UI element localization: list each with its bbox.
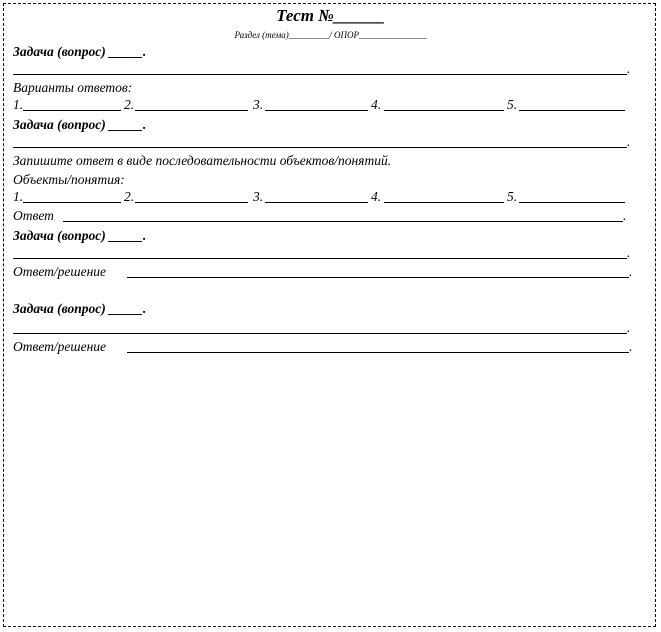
q1-option-3 xyxy=(253,97,371,113)
q2-option-5 xyxy=(507,189,627,205)
q3-label: Задача (вопрос) _____. xyxy=(13,228,147,243)
q4-label: Задача (вопрос) _____. xyxy=(13,301,147,316)
q2-option-4-number: 4. xyxy=(371,189,382,204)
q3-line-end: . xyxy=(627,245,631,260)
q1-option-4-number: 4. xyxy=(371,97,382,112)
q2-options-row xyxy=(13,189,633,205)
q1-option-2 xyxy=(124,97,250,113)
q2-label: Задача (вопрос) _____. xyxy=(13,117,147,132)
q2-underline xyxy=(13,147,627,148)
q1-options-row xyxy=(13,97,633,113)
q1-option-1 xyxy=(13,97,123,113)
q1-options-label: Варианты ответов: xyxy=(13,80,133,95)
q2-objects-label: Объекты/понятия: xyxy=(13,172,125,187)
q3-underline xyxy=(13,258,627,259)
q4-answer-label: Ответ/решение xyxy=(13,339,110,354)
q2-answer-blank xyxy=(63,221,623,222)
q2-option-2-number: 2. xyxy=(124,189,135,204)
q1-option-5-number: 5. xyxy=(507,97,518,112)
q3-answer-line xyxy=(13,264,635,280)
q2-option-3-blank xyxy=(265,202,368,203)
q2-answer-end: . xyxy=(623,208,627,223)
q3-answer-label: Ответ/решение xyxy=(13,264,110,279)
q2-instruction: Запишите ответ в виде последовательности объектов/понятий. xyxy=(13,153,392,168)
q3-answer-blank xyxy=(127,277,629,278)
q4-line-end: . xyxy=(627,320,631,335)
q1-label: Задача (вопрос) _____. xyxy=(13,44,147,59)
q1-option-1-number: 1. xyxy=(13,97,24,112)
q2-answer-line xyxy=(13,208,633,224)
q2-option-4 xyxy=(371,189,506,205)
q2-text-line xyxy=(13,134,633,150)
q1-option-2-blank xyxy=(135,110,248,111)
q2-line-end: . xyxy=(627,134,631,149)
q1-option-3-number: 3. xyxy=(253,97,264,112)
q2-option-3 xyxy=(253,189,371,205)
q4-text-line xyxy=(13,320,633,336)
q2-option-2-blank xyxy=(135,202,248,203)
q1-text-line xyxy=(13,61,633,77)
q1-option-4 xyxy=(371,97,506,113)
section-subtitle: Раздел (тема)_________/ ОПОР_______________ xyxy=(234,30,427,40)
q2-option-1-number: 1. xyxy=(13,189,24,204)
q2-answer-label: Ответ xyxy=(13,208,58,223)
q1-option-4-blank xyxy=(384,110,504,111)
q2-option-4-blank xyxy=(384,202,504,203)
q4-answer-end: . xyxy=(629,339,633,354)
q4-answer-blank xyxy=(127,352,629,353)
q1-option-5-blank xyxy=(519,110,625,111)
q1-option-5 xyxy=(507,97,627,113)
q2-option-1-blank xyxy=(23,202,121,203)
q1-underline xyxy=(13,74,627,75)
q2-option-5-blank xyxy=(519,202,625,203)
q1-option-3-blank xyxy=(265,110,368,111)
q2-option-2 xyxy=(124,189,250,205)
q4-answer-line xyxy=(13,339,635,355)
q1-option-1-blank xyxy=(23,110,121,111)
q2-option-1 xyxy=(13,189,123,205)
q4-underline xyxy=(13,333,627,334)
q1-line-end: . xyxy=(627,61,631,76)
q1-option-2-number: 2. xyxy=(124,97,135,112)
q3-text-line xyxy=(13,245,633,261)
q2-option-5-number: 5. xyxy=(507,189,518,204)
q2-option-3-number: 3. xyxy=(253,189,264,204)
test-title: Тест №______ xyxy=(276,6,385,25)
q3-answer-end: . xyxy=(629,264,633,279)
